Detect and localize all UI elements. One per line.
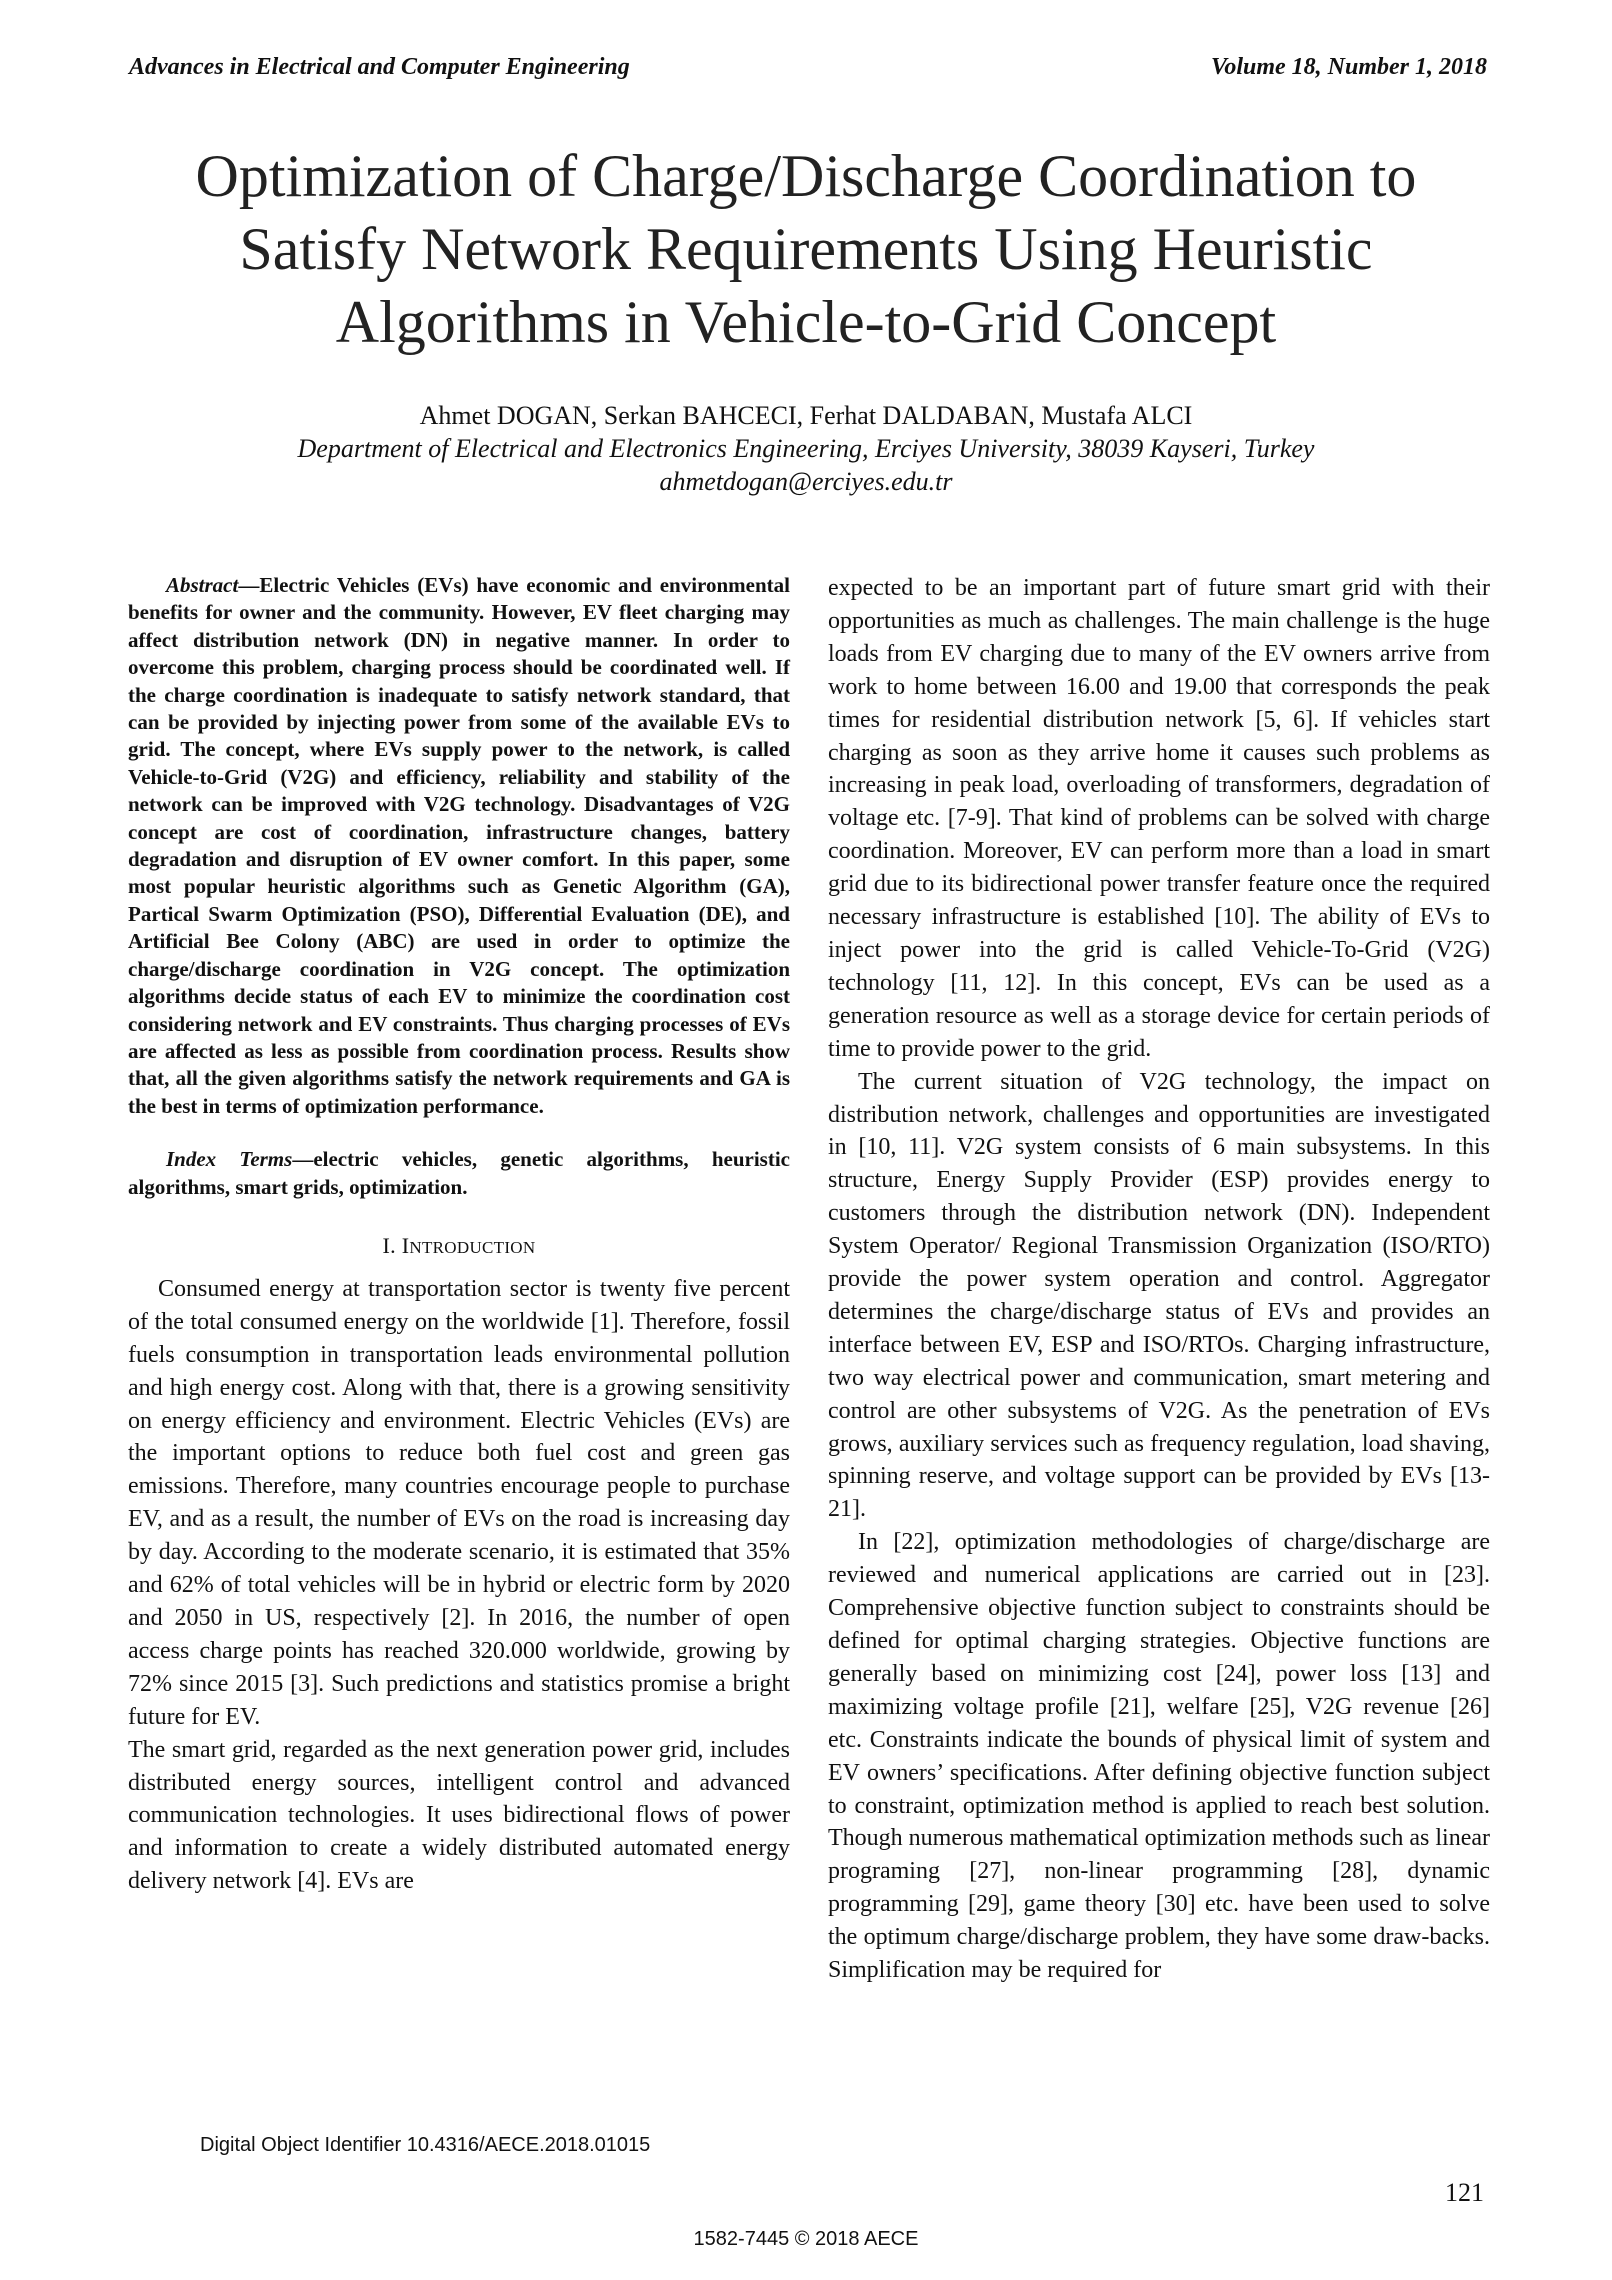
body-paragraph: In [22], optimization methodologies of charge/discharge are reviewed and numerical applications are carried out in [23]. Comprehensive objective function subject to constraints should be defined for optimal charging strategies. Objective functions are generally based on minimizing cost [24], power loss [13] and maximizing voltage profile [21], welfare [25], V2G revenue [26] etc. Constraints indicate the bounds of physical limit of system and EV owners’ specifications. After defining objective function subject to constraint, optimization method is applied to reach best solution. Though numerous mathematical optimization methods such as linear programing [27], non-linear programming [28], dynamic programming [29], game theory [30] etc. have been used to solve the optimum charge/discharge problem, they have some draw-backs. Simplification may be required for [828,1529,1490,1984]
author-email: ahmetdogan@erciyes.edu.tr [659,467,953,496]
abstract [128,572,790,1120]
author-list: Ahmet DOGAN, Serkan BAHCECI, Ferhat DALDABAN, Mustafa ALCI [419,401,1193,430]
body-paragraph: expected to be an important part of future smart grid with their opportunities as much as challenges. The main challenge is the huge loads from EV charging due to many of the EV owners arrive from work to home between 16.00 and 19.00 that corresponds the peak times for residential distribution network [5, 6]. If vehicles start charging as soon as they arrive home it causes such problems as increasing in peak load, overloading of transformers, degradation of voltage etc. [7-9]. That kind of problems can be solved with charge coordination. Moreover, EV can perform more than a load in smart grid due to its bidirectional power transfer feature once the required necessary infrastructure is established [10]. The ability of EVs to inject power into the grid is called Vehicle-To-Grid (V2G) technology [11, 12]. In this concept, EVs can be used as a generation resource as well as a storage device for certain periods of time to provide power to the grid. [828,575,1490,1062]
title-line: Algorithms in Vehicle-to-Grid Concept [335,289,1277,355]
right-column [828,572,1490,1987]
title-line: Optimization of Charge/Discharge Coordination to [195,143,1417,209]
section-title-initial: I [401,1232,410,1258]
issn-footer: 1582-7445 © 2018 AECE [693,2228,919,2250]
body-paragraph: Consumed energy at transportation sector is twenty five percent of the total consumed energy on the worldwide [1]. Therefore, fossil fuels consumption in transportation leads environmental pollution and high energy cost. Along with that, there is a growing sensitivity on energy efficiency and environment. Electric Vehicles (EVs) are the important options to reduce both fuel cost and green gas emissions. Therefore, many countries encourage people to purchase EV, and as a result, the number of EVs on the road is increasing day by day. According to the moderate scenario, it is estimated that 35% and 62% of total vehicles will be in hybrid or electric form by 2020 and 2050 in US, respectively [2]. In 2016, the number of open access charge points has reached 320.000 worldwide, growing by 72% since 2015 [3]. Such predictions and statistics promise a bright future for EV. [128,1275,790,1730]
author-affiliation: Department of Electrical and Electronics Engineering, Erciyes University, 38039 Kayseri, Turkey [297,434,1315,463]
body-paragraph: The smart grid, regarded as the next generation power grid, includes distributed energy sources, intelligent control and advanced communication technologies. It uses bidirectional flows of power and information to create a widely distributed automated energy delivery network [4]. EVs are [128,1736,790,1895]
doi-footnote: Digital Object Identifier 10.4316/AECE.2018.01015 [200,2134,651,2156]
body-paragraph: The current situation of V2G technology, the impact on distribution network, challenges and opportunities are investigated in [10, 11]. V2G system consists of 6 main subsystems. In this structure, Energy Supply Provider (ESP) provides energy to customers through the distribution network (DN). Independent System Operator/ Regional Transmission Organization (ISO/RTO) provide the power system operation and control. Aggregator determines the charge/discharge status of EVs and provides an interface between EV, ESP and ISO/RTOs. Charging infrastructure, two way electrical power and communication, smart metering and control are other subsystems of V2G. As the penetration of EVs grows, auxiliary services such as frequency regulation, load shaving, spinning reserve, and voltage support can be provided by EVs [13-21]. [828,1068,1490,1523]
left-column [128,572,790,1898]
abstract-label: Abstract [166,573,239,597]
abstract-text: —Electric Vehicles (EVs) have economic and environmental benefits for owner and the community. However, EV fleet charging may affect distribution network (DN) in negative manner. In order to overcome this problem, charging process should be coordinated well. If the charge coordination is inadequate to satisfy network standard, that can be provided by injecting power from some of the available EVs to grid. The concept, where EVs supply power to the network, is called Vehicle-to-Grid (V2G) and efficiency, reliability and stability of the network can be improved with V2G technology. Disadvantages of V2G concept are cost of coordination, infrastructure changes, battery degradation and disruption of EV owner comfort. In this paper, some most popular heuristic algorithms such as Genetic Algorithm (GA), Partical Swarm Optimization (PSO), Differential Evaluation (DE), and Artificial Bee Colony (ABC) are used in order to optimize the charge/discharge coordination in V2G concept. The optimization algorithms decide status of each EV to minimize the coordination cost considering network and EV constraints. Thus charging processes of EVs are affected as less as possible from coordination process. Results show that, all the given algorithms satisfy the network requirements and GA is the best in terms of optimization performance. [128,573,790,1118]
section-title-rest: NTRODUCTION [409,1237,536,1257]
paper-title [100,140,1512,359]
section-numeral: I. [382,1232,402,1258]
title-line: Satisfy Network Requirements Using Heuristic [239,216,1373,282]
index-terms [128,1146,790,1201]
running-header-volume: Volume 18, Number 1, 2018 [1210,54,1487,80]
index-terms-text: —electric vehicles, genetic algorithms, heuristic algorithms, smart grids, optimization. [128,1147,791,1199]
page-number: 121 [1445,2178,1484,2207]
running-header-journal: Advances in Electrical and Computer Engineering [129,54,630,80]
section-heading-introduction [128,1231,790,1263]
index-terms-label: Index Terms [166,1147,293,1172]
